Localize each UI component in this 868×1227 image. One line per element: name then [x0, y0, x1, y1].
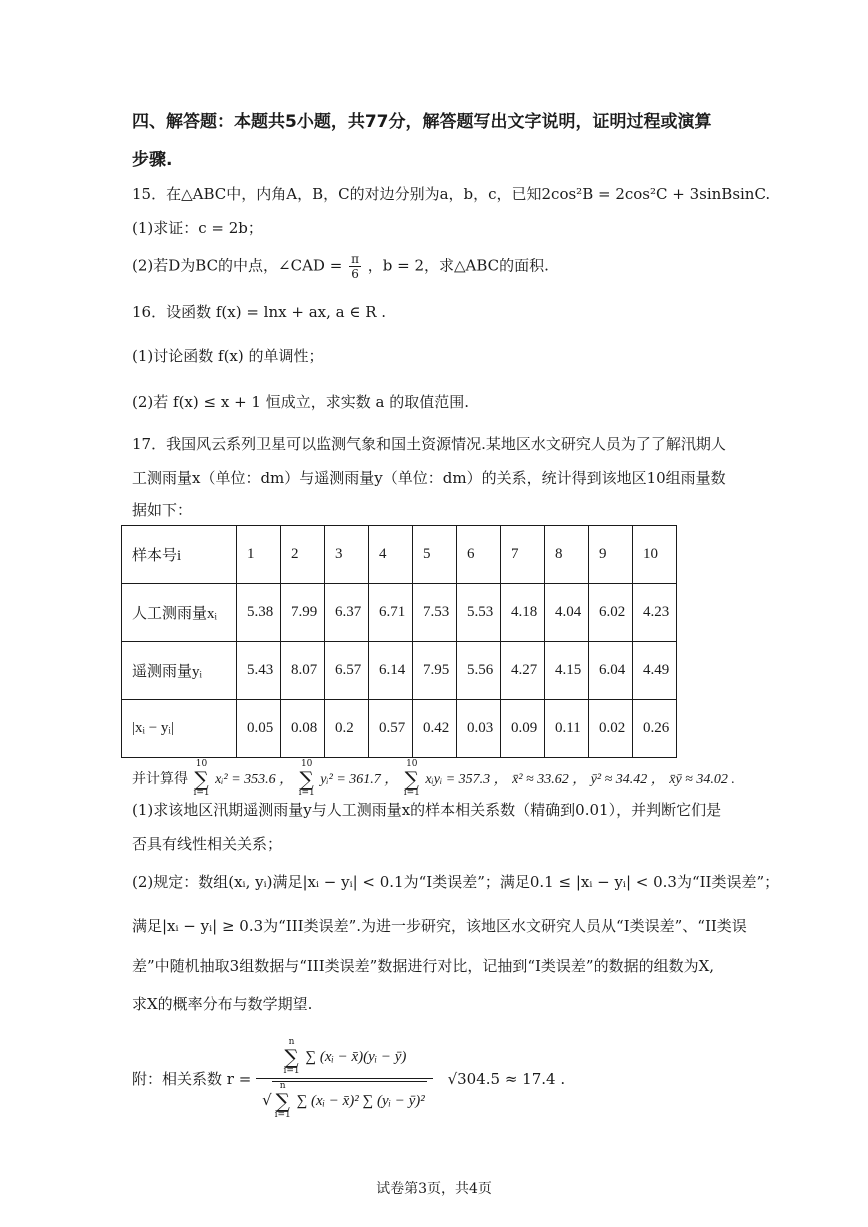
- sum-symbol-den: n ∑ i=1: [274, 1081, 291, 1120]
- sum-top: n: [279, 1081, 286, 1091]
- q17-stem-line1: 17．我国风云系列卫星可以监测气象和国土资源情况.某地区水文研究人员为了了解汛期人: [132, 435, 726, 453]
- table-cell: 0.26: [633, 700, 677, 758]
- table-cell: 1: [237, 526, 281, 584]
- q15-part1: (1)求证：c = 2b；: [132, 219, 263, 237]
- fraction-denominator: 6: [351, 267, 359, 281]
- sum-symbol-3: 10 ∑ i=1: [403, 759, 420, 798]
- rainfall-table: [121, 525, 677, 758]
- calc-sum-xy: xᵢyᵢ = 357.3 ，: [425, 772, 508, 787]
- sqrt-box: [272, 1081, 427, 1120]
- table-cell: 6.14: [369, 642, 413, 700]
- calc-xbar2: x̄² ≈ 33.62 ，: [512, 772, 587, 787]
- table-row: [122, 700, 677, 758]
- page-footer: 试卷第3页，共4页: [376, 1181, 492, 1197]
- table-cell: 6.04: [589, 642, 633, 700]
- table-cell: 0.2: [325, 700, 369, 758]
- table-cell: 8: [545, 526, 589, 584]
- table-cell: 4: [369, 526, 413, 584]
- q17-part2-line1: (2)规定：数组(xᵢ, yᵢ)满足|xᵢ − yᵢ| < 0.1为“I类误差”；满足0.1 ≤ |xᵢ − yᵢ| < 0.3为“II类误差”；: [132, 873, 780, 891]
- correlation-denominator: √ n ∑ i=1 ∑ (xᵢ − x̄)² ∑ (yᵢ − ȳ)²: [262, 1081, 425, 1120]
- table-cell: 8.07: [281, 642, 325, 700]
- table-cell: 5.43: [237, 642, 281, 700]
- q17-part1-line2: 否具有线性相关关系；: [132, 835, 283, 853]
- table-cell: 5.53: [457, 584, 501, 642]
- calc-sum-x2: xᵢ² = 353.6 ，: [215, 772, 294, 787]
- table-cell: 4.15: [545, 642, 589, 700]
- table-row: [122, 642, 677, 700]
- calc-prefix: 并计算得: [132, 771, 188, 787]
- table-cell: 3: [325, 526, 369, 584]
- table-row: [122, 526, 677, 584]
- table-cell: 6.02: [589, 584, 633, 642]
- q15-stem: 15．在△ABC中，内角A，B，C的对边分别为a，b，c，已知2cos²B = 2cos²C + 3sinBsinC.: [132, 185, 771, 203]
- q16-part2: (2)若 f(x) ≤ x + 1 恒成立，求实数 a 的取值范围.: [132, 393, 469, 411]
- pi-over-6-fraction: [349, 252, 361, 281]
- q17-calc-line: [132, 760, 735, 798]
- table-cell: 5.56: [457, 642, 501, 700]
- q16-part1: (1)讨论函数 f(x) 的单调性；: [132, 347, 324, 365]
- correlation-numerator: [256, 1038, 433, 1079]
- fraction-numerator: π: [351, 252, 359, 266]
- table-cell: 4.18: [501, 584, 545, 642]
- sum-symbol-2: 10 ∑ i=1: [298, 759, 315, 798]
- calc-sum-y2: yᵢ² = 361.7 ，: [320, 772, 399, 787]
- table-row: [122, 584, 677, 642]
- sum-top: n: [288, 1037, 295, 1047]
- row-label: 遥测雨量yᵢ: [122, 642, 237, 700]
- table-cell: 6.71: [369, 584, 413, 642]
- denominator-text: ∑ (xᵢ − x̄)² ∑ (yᵢ − ȳ)²: [296, 1093, 425, 1109]
- table-cell: 2: [281, 526, 325, 584]
- q17-part2-line3: 差”中随机抽取3组数据与“III类误差”数据进行对比，记抽到“I类误差”的数据的组数为X,: [132, 957, 715, 975]
- sum-top: 10: [300, 759, 313, 769]
- q15-part2-pre: (2)若D为BC的中点，∠CAD =: [132, 256, 343, 275]
- section-heading: 四、解答题：本题共5小题，共77分，解答题写出文字说明，证明过程或演算: [132, 112, 712, 132]
- sum-top: 10: [195, 759, 208, 769]
- table-cell: 4.23: [633, 584, 677, 642]
- appendix-formula: [132, 1038, 565, 1118]
- q16-stem: 16．设函数 f(x) = lnx + ax, a ∈ R .: [132, 303, 387, 321]
- row-label: 人工测雨量xᵢ: [122, 584, 237, 642]
- table-cell: 0.11: [545, 700, 589, 758]
- table-cell: 5.38: [237, 584, 281, 642]
- sum-bottom: i=1: [193, 788, 210, 798]
- section-heading-cont: 步骤.: [132, 150, 173, 170]
- table-cell: 0.09: [501, 700, 545, 758]
- row-label: |xᵢ − yᵢ|: [122, 700, 237, 758]
- q17-stem-line3: 据如下：: [132, 501, 193, 519]
- sum-bottom: i=1: [283, 1066, 300, 1076]
- table-cell: 4.04: [545, 584, 589, 642]
- calc-ybar2: ȳ² ≈ 34.42 ，: [590, 772, 665, 787]
- appendix-sqrt-value: √304.5 ≈ 17.4 .: [447, 1070, 566, 1088]
- sum-bottom: i=1: [274, 1110, 291, 1120]
- table-cell: 7: [501, 526, 545, 584]
- table-cell: 0.05: [237, 700, 281, 758]
- table-cell: 7.95: [413, 642, 457, 700]
- row-label: 样本号i: [122, 526, 237, 584]
- sum-symbol-1: 10 ∑ i=1: [193, 759, 210, 798]
- sum-bottom: i=1: [298, 788, 315, 798]
- sum-symbol-num: n ∑ i=1: [283, 1037, 300, 1076]
- appendix-prefix: 附：相关系数 r =: [132, 1070, 252, 1088]
- q15-part2-post: ，b = 2，求△ABC的面积.: [367, 256, 549, 275]
- table-cell: 6: [457, 526, 501, 584]
- q15-part2: [132, 252, 549, 281]
- table-cell: 0.42: [413, 700, 457, 758]
- table-cell: 6.57: [325, 642, 369, 700]
- table-cell: 5: [413, 526, 457, 584]
- table-cell: 7.53: [413, 584, 457, 642]
- q17-stem-line2: 工测雨量x（单位：dm）与遥测雨量y（单位：dm）的关系，统计得到该地区10组雨量数: [132, 469, 726, 487]
- table-cell: 10: [633, 526, 677, 584]
- table-cell: 6.37: [325, 584, 369, 642]
- table-cell: 0.02: [589, 700, 633, 758]
- sum-bottom: i=1: [403, 788, 420, 798]
- table-cell: 4.27: [501, 642, 545, 700]
- table-cell: 0.57: [369, 700, 413, 758]
- table-cell: 9: [589, 526, 633, 584]
- table-cell: 7.99: [281, 584, 325, 642]
- calc-xybar: x̄ȳ ≈ 34.02 .: [669, 772, 735, 787]
- q17-part2-line4: 求X的概率分布与数学期望.: [132, 995, 313, 1013]
- correlation-fraction: [256, 1038, 433, 1120]
- numerator-text: ∑ (xᵢ − x̄)(yᵢ − ȳ): [305, 1049, 407, 1065]
- q17-part1-line1: (1)求该地区汛期遥测雨量y与人工测雨量x的样本相关系数（精确到0.01），并判断它们是: [132, 801, 722, 819]
- sum-top: 10: [406, 759, 418, 769]
- table-cell: 0.08: [281, 700, 325, 758]
- table-cell: 4.49: [633, 642, 677, 700]
- q17-part2-line2: 满足|xᵢ − yᵢ| ≥ 0.3为“III类误差”.为进一步研究，该地区水文研究人员从“I类误差”、“II类误: [132, 917, 747, 935]
- table-cell: 0.03: [457, 700, 501, 758]
